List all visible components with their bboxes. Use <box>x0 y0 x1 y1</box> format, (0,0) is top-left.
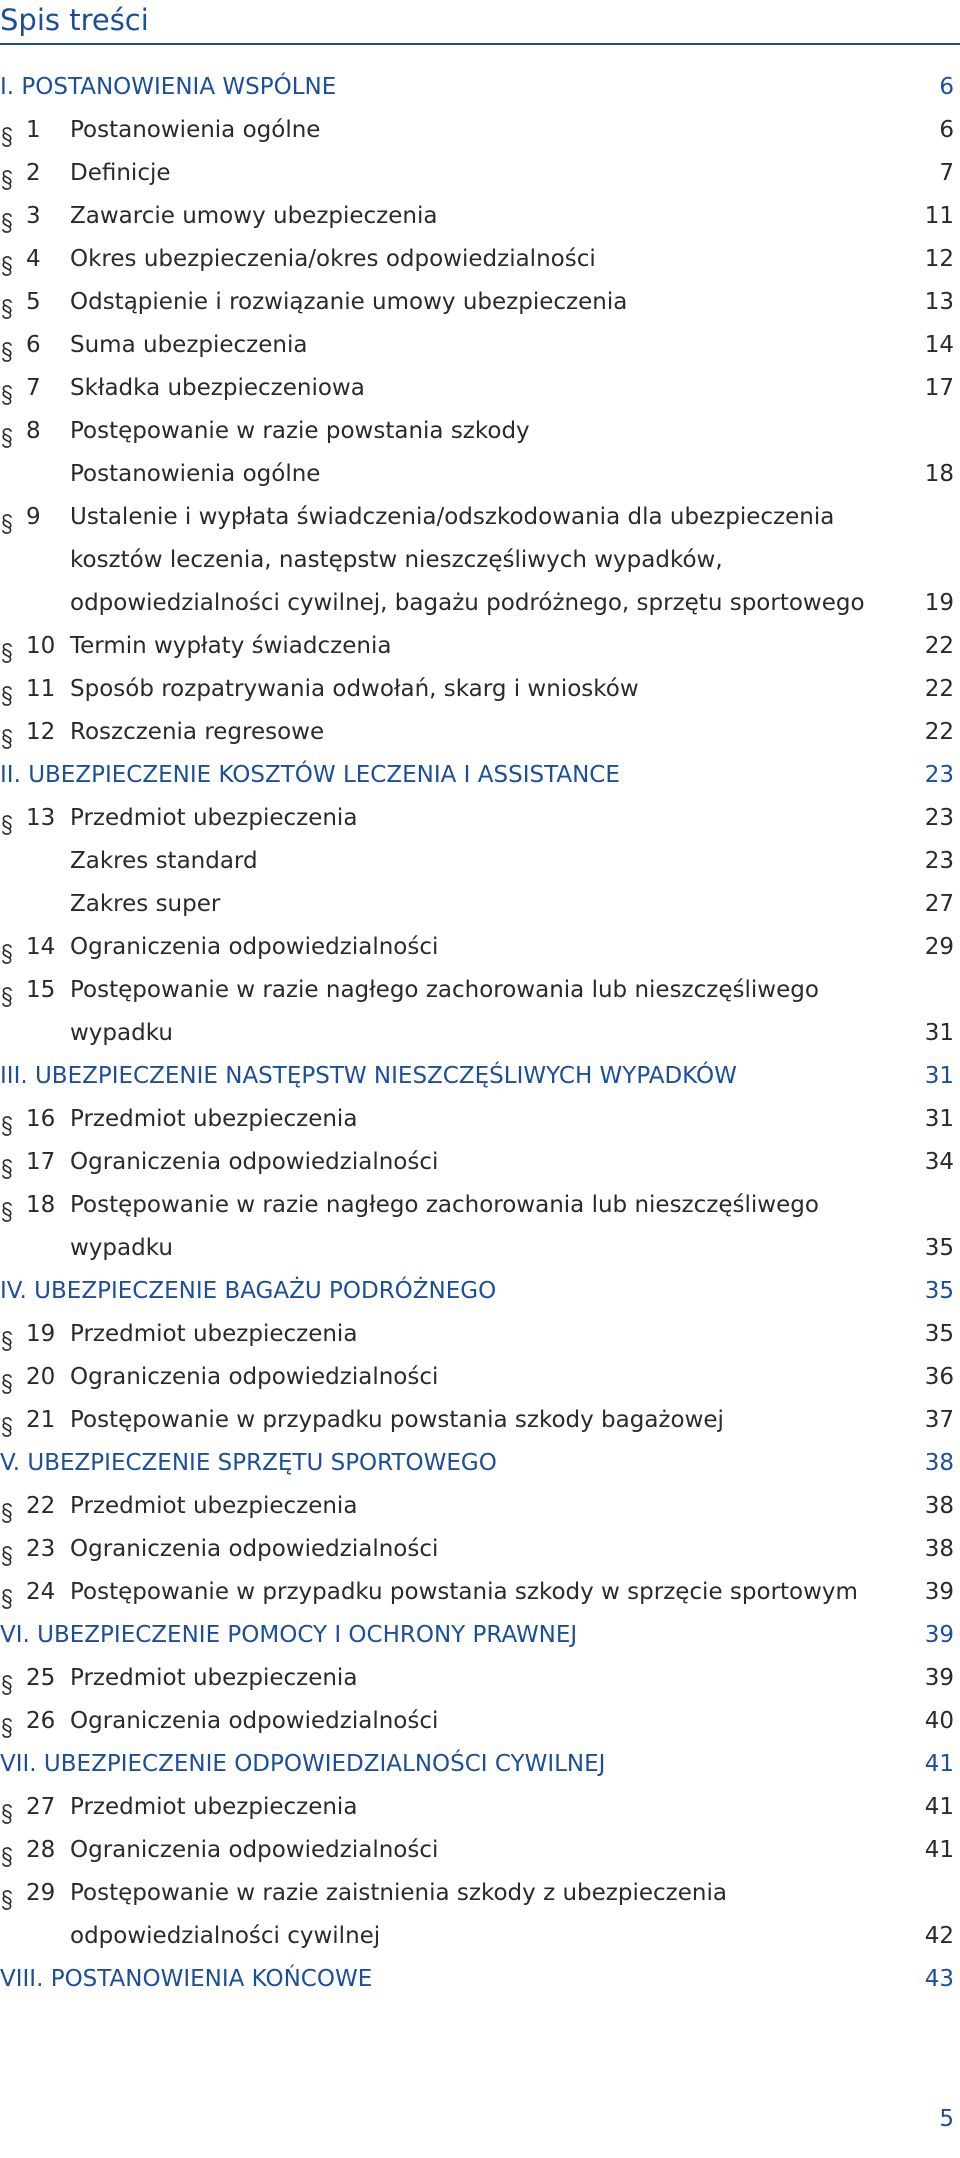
toc-item[interactable] <box>0 324 960 367</box>
toc-item[interactable] <box>0 1571 960 1614</box>
toc-item-label: wypadku <box>70 1235 173 1261</box>
toc-page-number: 38 <box>924 1536 954 1562</box>
toc-page-number: 41 <box>924 1794 954 1820</box>
toc-section-title: VIII. POSTANOWIENIA KOŃCOWE <box>0 1966 373 1992</box>
toc-item-continuation[interactable] <box>0 883 960 926</box>
toc-page-number: 7 <box>939 160 954 186</box>
toc-item-number: 28 <box>26 1837 56 1863</box>
toc-item-number: 1 <box>26 117 41 143</box>
toc-item-number: 16 <box>26 1106 56 1132</box>
toc-item[interactable] <box>0 496 960 539</box>
table-of-contents <box>0 66 960 2001</box>
toc-item-label: Przedmiot ubezpieczenia <box>70 1106 358 1132</box>
toc-item-label: Postępowanie w razie zaistnienia szkody z ubezpieczenia <box>70 1880 727 1906</box>
toc-section[interactable] <box>0 1270 960 1313</box>
section-sign-icon <box>0 722 14 744</box>
toc-page-number: 41 <box>924 1751 954 1777</box>
toc-item-number: 10 <box>26 633 56 659</box>
toc-item-label: Postanowienia ogólne <box>70 117 321 143</box>
toc-item-label: Przedmiot ubezpieczenia <box>70 1493 358 1519</box>
toc-item-label: Zakres super <box>70 891 221 917</box>
toc-item[interactable] <box>0 926 960 969</box>
toc-item-number: 23 <box>26 1536 56 1562</box>
toc-item-label: Suma ubezpieczenia <box>70 332 308 358</box>
toc-item[interactable] <box>0 1872 960 1915</box>
toc-page-number: 27 <box>924 891 954 917</box>
title-divider <box>0 43 960 45</box>
toc-item-label: Składka ubezpieczeniowa <box>70 375 365 401</box>
toc-item[interactable] <box>0 1399 960 1442</box>
toc-item[interactable] <box>0 668 960 711</box>
toc-item-number: 15 <box>26 977 56 1003</box>
toc-item-number: 20 <box>26 1364 56 1390</box>
toc-page-number: 23 <box>924 762 954 788</box>
toc-item-number: 7 <box>26 375 41 401</box>
toc-item[interactable] <box>0 1313 960 1356</box>
section-sign-icon <box>0 1539 14 1561</box>
toc-item-label: Przedmiot ubezpieczenia <box>70 1321 358 1347</box>
section-sign-icon <box>0 1152 14 1174</box>
toc-page-number: 38 <box>924 1450 954 1476</box>
toc-item-label: Sposób rozpatrywania odwołań, skarg i wniosków <box>70 676 639 702</box>
toc-item-number: 3 <box>26 203 41 229</box>
toc-item[interactable] <box>0 1528 960 1571</box>
toc-section-title: I. POSTANOWIENIA WSPÓLNE <box>0 74 337 100</box>
toc-item-label: kosztów leczenia, następstw nieszczęśliwych wypadków, <box>70 547 723 573</box>
toc-item[interactable] <box>0 195 960 238</box>
toc-item-label: Ograniczenia odpowiedzialności <box>70 1708 439 1734</box>
page-title: Spis treści <box>0 3 149 37</box>
toc-item-number: 14 <box>26 934 56 960</box>
toc-item-number: 29 <box>26 1880 56 1906</box>
section-sign-icon <box>0 1324 14 1346</box>
toc-item-number: 25 <box>26 1665 56 1691</box>
toc-item-label: Ograniczenia odpowiedzialności <box>70 1364 439 1390</box>
toc-item-continuation[interactable] <box>0 1227 960 1270</box>
toc-item-number: 2 <box>26 160 41 186</box>
toc-item[interactable] <box>0 152 960 195</box>
section-sign-icon <box>0 249 14 271</box>
toc-item-label: Postępowanie w razie nagłego zachorowania lub nieszczęśliwego <box>70 977 819 1003</box>
toc-page-number: 36 <box>924 1364 954 1390</box>
toc-item-label: Zakres standard <box>70 848 258 874</box>
section-sign-icon <box>0 679 14 701</box>
toc-section[interactable] <box>0 1055 960 1098</box>
toc-item[interactable] <box>0 1485 960 1528</box>
toc-page-number: 40 <box>924 1708 954 1734</box>
toc-page-number: 18 <box>924 461 954 487</box>
section-sign-icon <box>0 1410 14 1432</box>
toc-item-number: 19 <box>26 1321 56 1347</box>
toc-item-label: Odstąpienie i rozwiązanie umowy ubezpieczenia <box>70 289 628 315</box>
toc-item-number: 13 <box>26 805 56 831</box>
toc-section-title: II. UBEZPIECZENIE KOSZTÓW LECZENIA I ASSISTANCE <box>0 762 620 788</box>
section-sign-icon <box>0 1496 14 1518</box>
toc-section-title: III. UBEZPIECZENIE NASTĘPSTW NIESZCZĘŚLIWYCH WYPADKÓW <box>0 1063 737 1089</box>
toc-section[interactable] <box>0 1958 960 2001</box>
section-sign-icon <box>0 1109 14 1131</box>
toc-item-number: 27 <box>26 1794 56 1820</box>
toc-item-continuation[interactable] <box>0 453 960 496</box>
section-sign-icon <box>0 292 14 314</box>
toc-page-number: 39 <box>924 1579 954 1605</box>
toc-item-label: Termin wypłaty świadczenia <box>70 633 392 659</box>
toc-item-number: 26 <box>26 1708 56 1734</box>
toc-item-label: Postępowanie w razie powstania szkody <box>70 418 530 444</box>
toc-item-label: odpowiedzialności cywilnej <box>70 1923 381 1949</box>
toc-item-number: 21 <box>26 1407 56 1433</box>
toc-item-number: 9 <box>26 504 41 530</box>
toc-item-number: 11 <box>26 676 56 702</box>
section-sign-icon <box>0 1668 14 1690</box>
toc-item-label: Roszczenia regresowe <box>70 719 325 745</box>
toc-page-number: 31 <box>924 1020 954 1046</box>
toc-item-number: 8 <box>26 418 41 444</box>
toc-page-number: 29 <box>924 934 954 960</box>
toc-item[interactable] <box>0 969 960 1012</box>
toc-page-number: 35 <box>924 1321 954 1347</box>
toc-item[interactable] <box>0 109 960 152</box>
toc-item-number: 22 <box>26 1493 56 1519</box>
toc-section-title: V. UBEZPIECZENIE SPRZĘTU SPORTOWEGO <box>0 1450 497 1476</box>
toc-page-number: 23 <box>924 805 954 831</box>
toc-page-number: 6 <box>939 117 954 143</box>
section-sign-icon <box>0 378 14 400</box>
section-sign-icon <box>0 1367 14 1389</box>
toc-item-label: Postępowanie w przypadku powstania szkody w sprzęcie sportowym <box>70 1579 858 1605</box>
section-sign-icon <box>0 1797 14 1819</box>
toc-section-title: IV. UBEZPIECZENIE BAGAŻU PODRÓŻNEGO <box>0 1278 497 1304</box>
toc-item-number: 5 <box>26 289 41 315</box>
toc-item-continuation[interactable] <box>0 539 960 582</box>
toc-item[interactable] <box>0 1098 960 1141</box>
toc-page-number: 17 <box>924 375 954 401</box>
toc-item[interactable] <box>0 367 960 410</box>
section-sign-icon <box>0 120 14 142</box>
toc-page-number: 37 <box>924 1407 954 1433</box>
toc-section[interactable] <box>0 754 960 797</box>
toc-item[interactable] <box>0 797 960 840</box>
toc-page-number: 14 <box>924 332 954 358</box>
toc-page-number: 12 <box>924 246 954 272</box>
toc-page-number: 43 <box>924 1966 954 1992</box>
toc-item-label: Postanowienia ogólne <box>70 461 321 487</box>
toc-item-label: odpowiedzialności cywilnej, bagażu podróżnego, sprzętu sportowego <box>70 590 865 616</box>
toc-section-title: VII. UBEZPIECZENIE ODPOWIEDZIALNOŚCI CYWILNEJ <box>0 1751 606 1777</box>
section-sign-icon <box>0 1195 14 1217</box>
toc-item[interactable] <box>0 1356 960 1399</box>
toc-page-number: 19 <box>924 590 954 616</box>
toc-section[interactable] <box>0 1442 960 1485</box>
toc-item[interactable] <box>0 1141 960 1184</box>
toc-page-number: 13 <box>924 289 954 315</box>
toc-page-number: 39 <box>924 1665 954 1691</box>
toc-item-number: 6 <box>26 332 41 358</box>
toc-item[interactable] <box>0 1700 960 1743</box>
toc-page-number: 22 <box>924 719 954 745</box>
section-sign-icon <box>0 808 14 830</box>
toc-item-label: Ograniczenia odpowiedzialności <box>70 1149 439 1175</box>
toc-page-number: 38 <box>924 1493 954 1519</box>
toc-item-label: Ustalenie i wypłata świadczenia/odszkodowania dla ubezpieczenia <box>70 504 835 530</box>
toc-item[interactable] <box>0 410 960 453</box>
page-number: 5 <box>939 2106 954 2132</box>
section-sign-icon <box>0 507 14 529</box>
toc-page-number: 31 <box>924 1063 954 1089</box>
toc-item-label: Przedmiot ubezpieczenia <box>70 1665 358 1691</box>
toc-page-number: 35 <box>924 1235 954 1261</box>
section-sign-icon <box>0 335 14 357</box>
toc-item[interactable] <box>0 711 960 754</box>
toc-item-label: Ograniczenia odpowiedzialności <box>70 934 439 960</box>
toc-item-number: 12 <box>26 719 56 745</box>
toc-page-number: 11 <box>924 203 954 229</box>
toc-section-title: VI. UBEZPIECZENIE POMOCY I OCHRONY PRAWNEJ <box>0 1622 578 1648</box>
toc-page-number: 35 <box>924 1278 954 1304</box>
toc-page-number: 6 <box>939 74 954 100</box>
toc-item-label: Ograniczenia odpowiedzialności <box>70 1536 439 1562</box>
section-sign-icon <box>0 206 14 228</box>
toc-item-continuation[interactable] <box>0 1012 960 1055</box>
toc-item-label: Postępowanie w przypadku powstania szkody bagażowej <box>70 1407 724 1433</box>
toc-item-label: Przedmiot ubezpieczenia <box>70 1794 358 1820</box>
toc-item-continuation[interactable] <box>0 840 960 883</box>
toc-item[interactable] <box>0 1829 960 1872</box>
section-sign-icon <box>0 1711 14 1733</box>
toc-page-number: 34 <box>924 1149 954 1175</box>
toc-page-number: 22 <box>924 676 954 702</box>
toc-item-number: 24 <box>26 1579 56 1605</box>
toc-item-number: 18 <box>26 1192 56 1218</box>
toc-page-number: 42 <box>924 1923 954 1949</box>
toc-item-label: Definicje <box>70 160 171 186</box>
toc-item[interactable] <box>0 625 960 668</box>
section-sign-icon <box>0 1582 14 1604</box>
section-sign-icon <box>0 421 14 443</box>
toc-page-number: 31 <box>924 1106 954 1132</box>
toc-item-label: Przedmiot ubezpieczenia <box>70 805 358 831</box>
toc-section[interactable] <box>0 1743 960 1786</box>
toc-page-number: 39 <box>924 1622 954 1648</box>
toc-item-label: Postępowanie w razie nagłego zachorowania lub nieszczęśliwego <box>70 1192 819 1218</box>
toc-page-number: 23 <box>924 848 954 874</box>
toc-item-continuation[interactable] <box>0 582 960 625</box>
toc-item-label: Okres ubezpieczenia/okres odpowiedzialności <box>70 246 596 272</box>
toc-item-continuation[interactable] <box>0 1915 960 1958</box>
section-sign-icon <box>0 1840 14 1862</box>
toc-item-label: Ograniczenia odpowiedzialności <box>70 1837 439 1863</box>
toc-item[interactable] <box>0 1657 960 1700</box>
section-sign-icon <box>0 163 14 185</box>
toc-item[interactable] <box>0 1786 960 1829</box>
toc-item-number: 4 <box>26 246 41 272</box>
toc-section[interactable] <box>0 1614 960 1657</box>
toc-item[interactable] <box>0 238 960 281</box>
toc-item-number: 17 <box>26 1149 56 1175</box>
toc-section[interactable] <box>0 66 960 109</box>
toc-item[interactable] <box>0 281 960 324</box>
toc-item[interactable] <box>0 1184 960 1227</box>
toc-item-label: Zawarcie umowy ubezpieczenia <box>70 203 438 229</box>
section-sign-icon <box>0 980 14 1002</box>
toc-page-number: 41 <box>924 1837 954 1863</box>
toc-item-label: wypadku <box>70 1020 173 1046</box>
toc-page-number: 22 <box>924 633 954 659</box>
section-sign-icon <box>0 636 14 658</box>
section-sign-icon <box>0 1883 14 1905</box>
section-sign-icon <box>0 937 14 959</box>
